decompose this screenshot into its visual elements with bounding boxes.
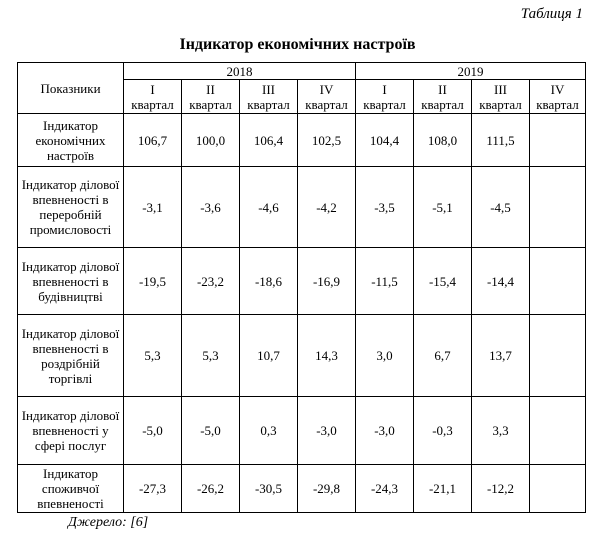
value-cell: -3,0 [298, 397, 356, 465]
value-cell: -5,0 [182, 397, 240, 465]
value-cell: 111,5 [472, 114, 530, 167]
row-label: Індикатор ділової впевненості в роздрібній торгівлі [18, 315, 124, 397]
value-cell: -3,0 [356, 397, 414, 465]
table-caption: Таблиця 1 [520, 6, 583, 22]
row-label: Індикатор економічних настроїв [18, 114, 124, 167]
value-cell: 102,5 [298, 114, 356, 167]
year-header-2019: 2019 [356, 63, 586, 80]
value-cell: -3,5 [356, 167, 414, 248]
value-cell: 106,4 [240, 114, 298, 167]
value-cell: -11,5 [356, 248, 414, 315]
value-cell: 3,0 [356, 315, 414, 397]
value-cell: -0,3 [414, 397, 472, 465]
value-cell: -3,6 [182, 167, 240, 248]
row-label-header: Показники [18, 63, 124, 114]
value-cell: -19,5 [124, 248, 182, 315]
value-cell [530, 397, 586, 465]
year-header-2018: 2018 [124, 63, 356, 80]
table-row [18, 114, 586, 167]
value-cell: -12,2 [472, 465, 530, 513]
value-cell: -30,5 [240, 465, 298, 513]
table-row [18, 167, 586, 248]
value-cell: 6,7 [414, 315, 472, 397]
value-cell: 14,3 [298, 315, 356, 397]
value-cell [530, 465, 586, 513]
value-cell [530, 167, 586, 248]
value-cell: 13,7 [472, 315, 530, 397]
table-row [18, 465, 586, 513]
value-cell: -27,3 [124, 465, 182, 513]
value-cell: -14,4 [472, 248, 530, 315]
source-note: Джерело: [6] [68, 515, 149, 530]
table-title: Індикатор економічних настроїв [179, 36, 416, 53]
row-label: Індикатор ділової впевненості в переробній промисловості [18, 167, 124, 248]
row-label: Індикатор ділової впевненості в будівництві [18, 248, 124, 315]
value-cell: -23,2 [182, 248, 240, 315]
value-cell: -26,2 [182, 465, 240, 513]
quarter-header: IV квартал [298, 80, 356, 114]
value-cell: 3,3 [472, 397, 530, 465]
quarter-header: III квартал [240, 80, 298, 114]
value-cell: -21,1 [414, 465, 472, 513]
quarter-header: II квартал [182, 80, 240, 114]
quarter-header: III квартал [472, 80, 530, 114]
row-label: Індикатор ділової впевненості у сфері послуг [18, 397, 124, 465]
value-cell: -29,8 [298, 465, 356, 513]
table-row [18, 315, 586, 397]
value-cell: 108,0 [414, 114, 472, 167]
value-cell: 5,3 [124, 315, 182, 397]
value-cell: -5,1 [414, 167, 472, 248]
value-cell [530, 315, 586, 397]
value-cell: 10,7 [240, 315, 298, 397]
value-cell: -4,5 [472, 167, 530, 248]
value-cell: -4,6 [240, 167, 298, 248]
economic-sentiment-table [17, 62, 586, 513]
value-cell: -5,0 [124, 397, 182, 465]
value-cell: 100,0 [182, 114, 240, 167]
value-cell: -3,1 [124, 167, 182, 248]
value-cell: -16,9 [298, 248, 356, 315]
value-cell: -4,2 [298, 167, 356, 248]
value-cell: -15,4 [414, 248, 472, 315]
value-cell: -18,6 [240, 248, 298, 315]
value-cell [530, 248, 586, 315]
value-cell [530, 114, 586, 167]
value-cell: -24,3 [356, 465, 414, 513]
row-label: Індикатор споживчої впевненості [18, 465, 124, 513]
quarter-header: I квартал [356, 80, 414, 114]
table-row [18, 397, 586, 465]
table-row [18, 248, 586, 315]
value-cell: 104,4 [356, 114, 414, 167]
quarter-header: IV квартал [530, 80, 586, 114]
value-cell: 5,3 [182, 315, 240, 397]
value-cell: 0,3 [240, 397, 298, 465]
quarter-header: I квартал [124, 80, 182, 114]
quarter-header: II квартал [414, 80, 472, 114]
value-cell: 106,7 [124, 114, 182, 167]
